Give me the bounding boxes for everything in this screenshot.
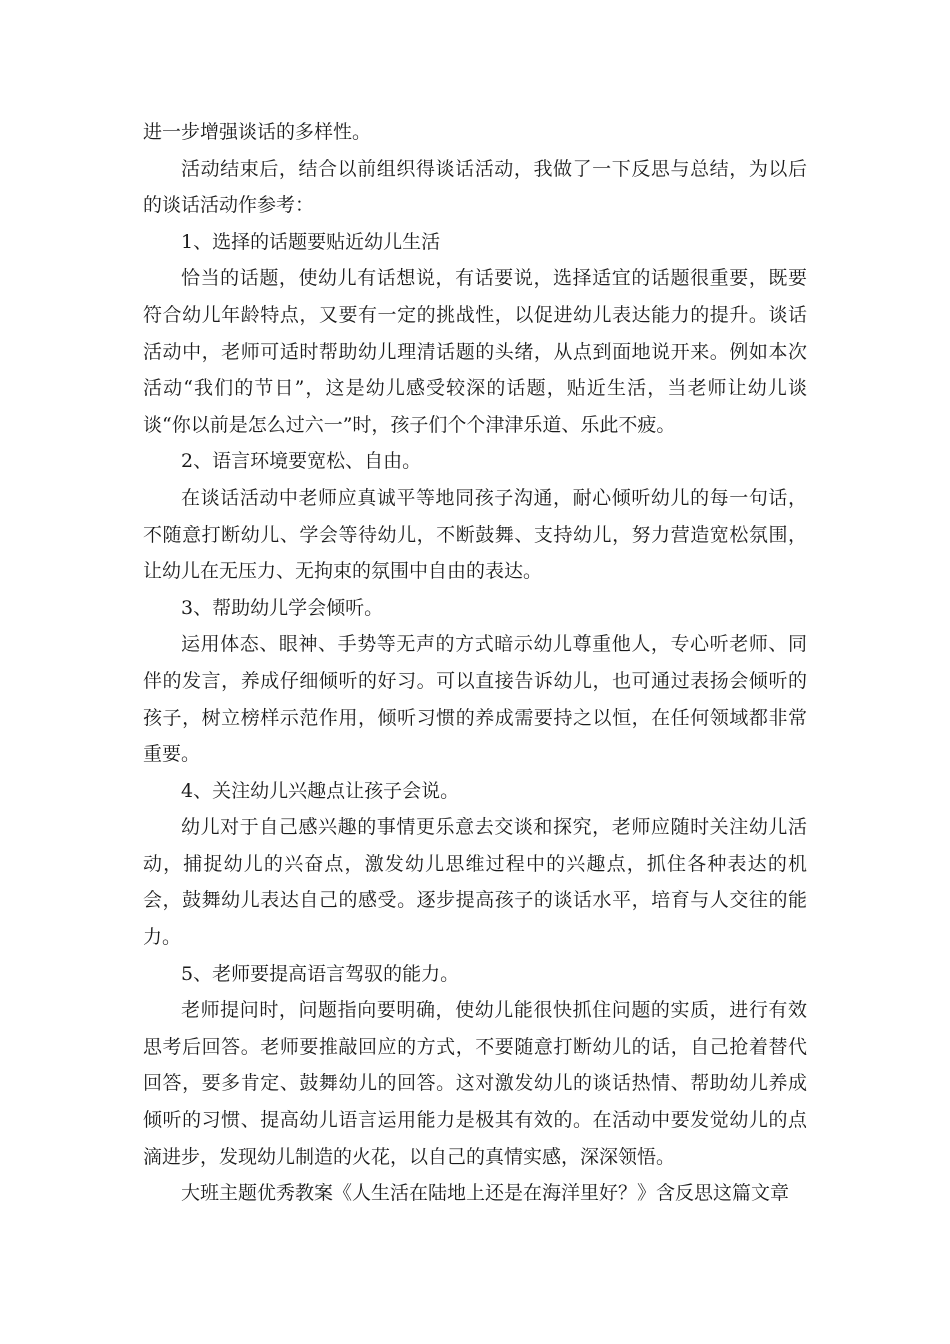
heading-point-1: 1、选择的话题要贴近幼儿生活 <box>181 230 441 253</box>
document-body <box>143 114 807 1212</box>
paragraph-point-1: 恰当的话题，使幼儿有话想说，有话要说，选择适宜的话题很重要，既要符合幼儿年龄特点，又要有一定的挑战性，以促进幼儿表达能力的提升。谈话活动中，老师可适时帮助幼儿理清话题的头绪，从点到面地说开来。例如本次活动“我们的节日”，这是幼儿感受较深的话题，贴近生活，当老师让幼儿谈谈“你以前是怎么过六一”时，孩子们个个津津乐道、乐此不疲。 <box>143 267 807 436</box>
heading-point-3: 3、帮助幼儿学会倾听。 <box>181 596 384 619</box>
heading-point-2: 2、语言环境要宽松、自由。 <box>181 450 422 473</box>
paragraph-point-5: 老师提问时，问题指向要明确，使幼儿能很快抓住问题的实质，进行有效思考后回答。老师要推敲回应的方式，不要随意打断幼儿的话，自己抢着替代回答，要多肯定、鼓舞幼儿的回答。这对激发幼儿的谈话热情、帮助幼儿养成倾听的习惯、提高幼儿语言运用能力是极其有效的。在活动中要发觉幼儿的点滴进步，发现幼儿制造的火花，以自己的真情实感，深深领悟。 <box>143 999 807 1168</box>
paragraph-point-2: 在谈话活动中老师应真诚平等地同孩子沟通，耐心倾听幼儿的每一句话，不随意打断幼儿、学会等待幼儿，不断鼓舞、支持幼儿，努力营造宽松氛围，让幼儿在无压力、无拘束的氛围中自由的表达。 <box>143 486 807 583</box>
paragraph-point-3: 运用体态、眼神、手势等无声的方式暗示幼儿尊重他人，专心听老师、同伴的发言，养成仔细倾听的好习。可以直接告诉幼儿，也可通过表扬会倾听的孩子，树立榜样示范作用，倾听习惯的养成需要持之以恒，在任何领域都非常重要。 <box>143 633 807 766</box>
paragraph-point-4: 幼儿对于自己感兴趣的事情更乐意去交谈和探究，老师应随时关注幼儿活动，捕捉幼儿的兴奋点，激发幼儿思维过程中的兴趣点，抓住各种表达的机会，鼓舞幼儿表达自己的感受。逐步提高孩子的谈话水平，培育与人交往的能力。 <box>143 816 807 949</box>
paragraph-reflection-intro: 活动结束后，结合以前组织得谈话活动，我做了一下反思与总结，为以后的谈话活动作参考： <box>143 157 807 217</box>
paragraph-closing: 大班主题优秀教案《人生活在陆地上还是在海洋里好？》含反思这篇文章 <box>181 1182 790 1205</box>
heading-point-5: 5、老师要提高语言驾驭的能力。 <box>181 962 460 985</box>
paragraph-continuation: 进一步增强谈话的多样性。 <box>143 121 372 143</box>
heading-point-4: 4、关注幼儿兴趣点让孩子会说。 <box>181 779 460 802</box>
